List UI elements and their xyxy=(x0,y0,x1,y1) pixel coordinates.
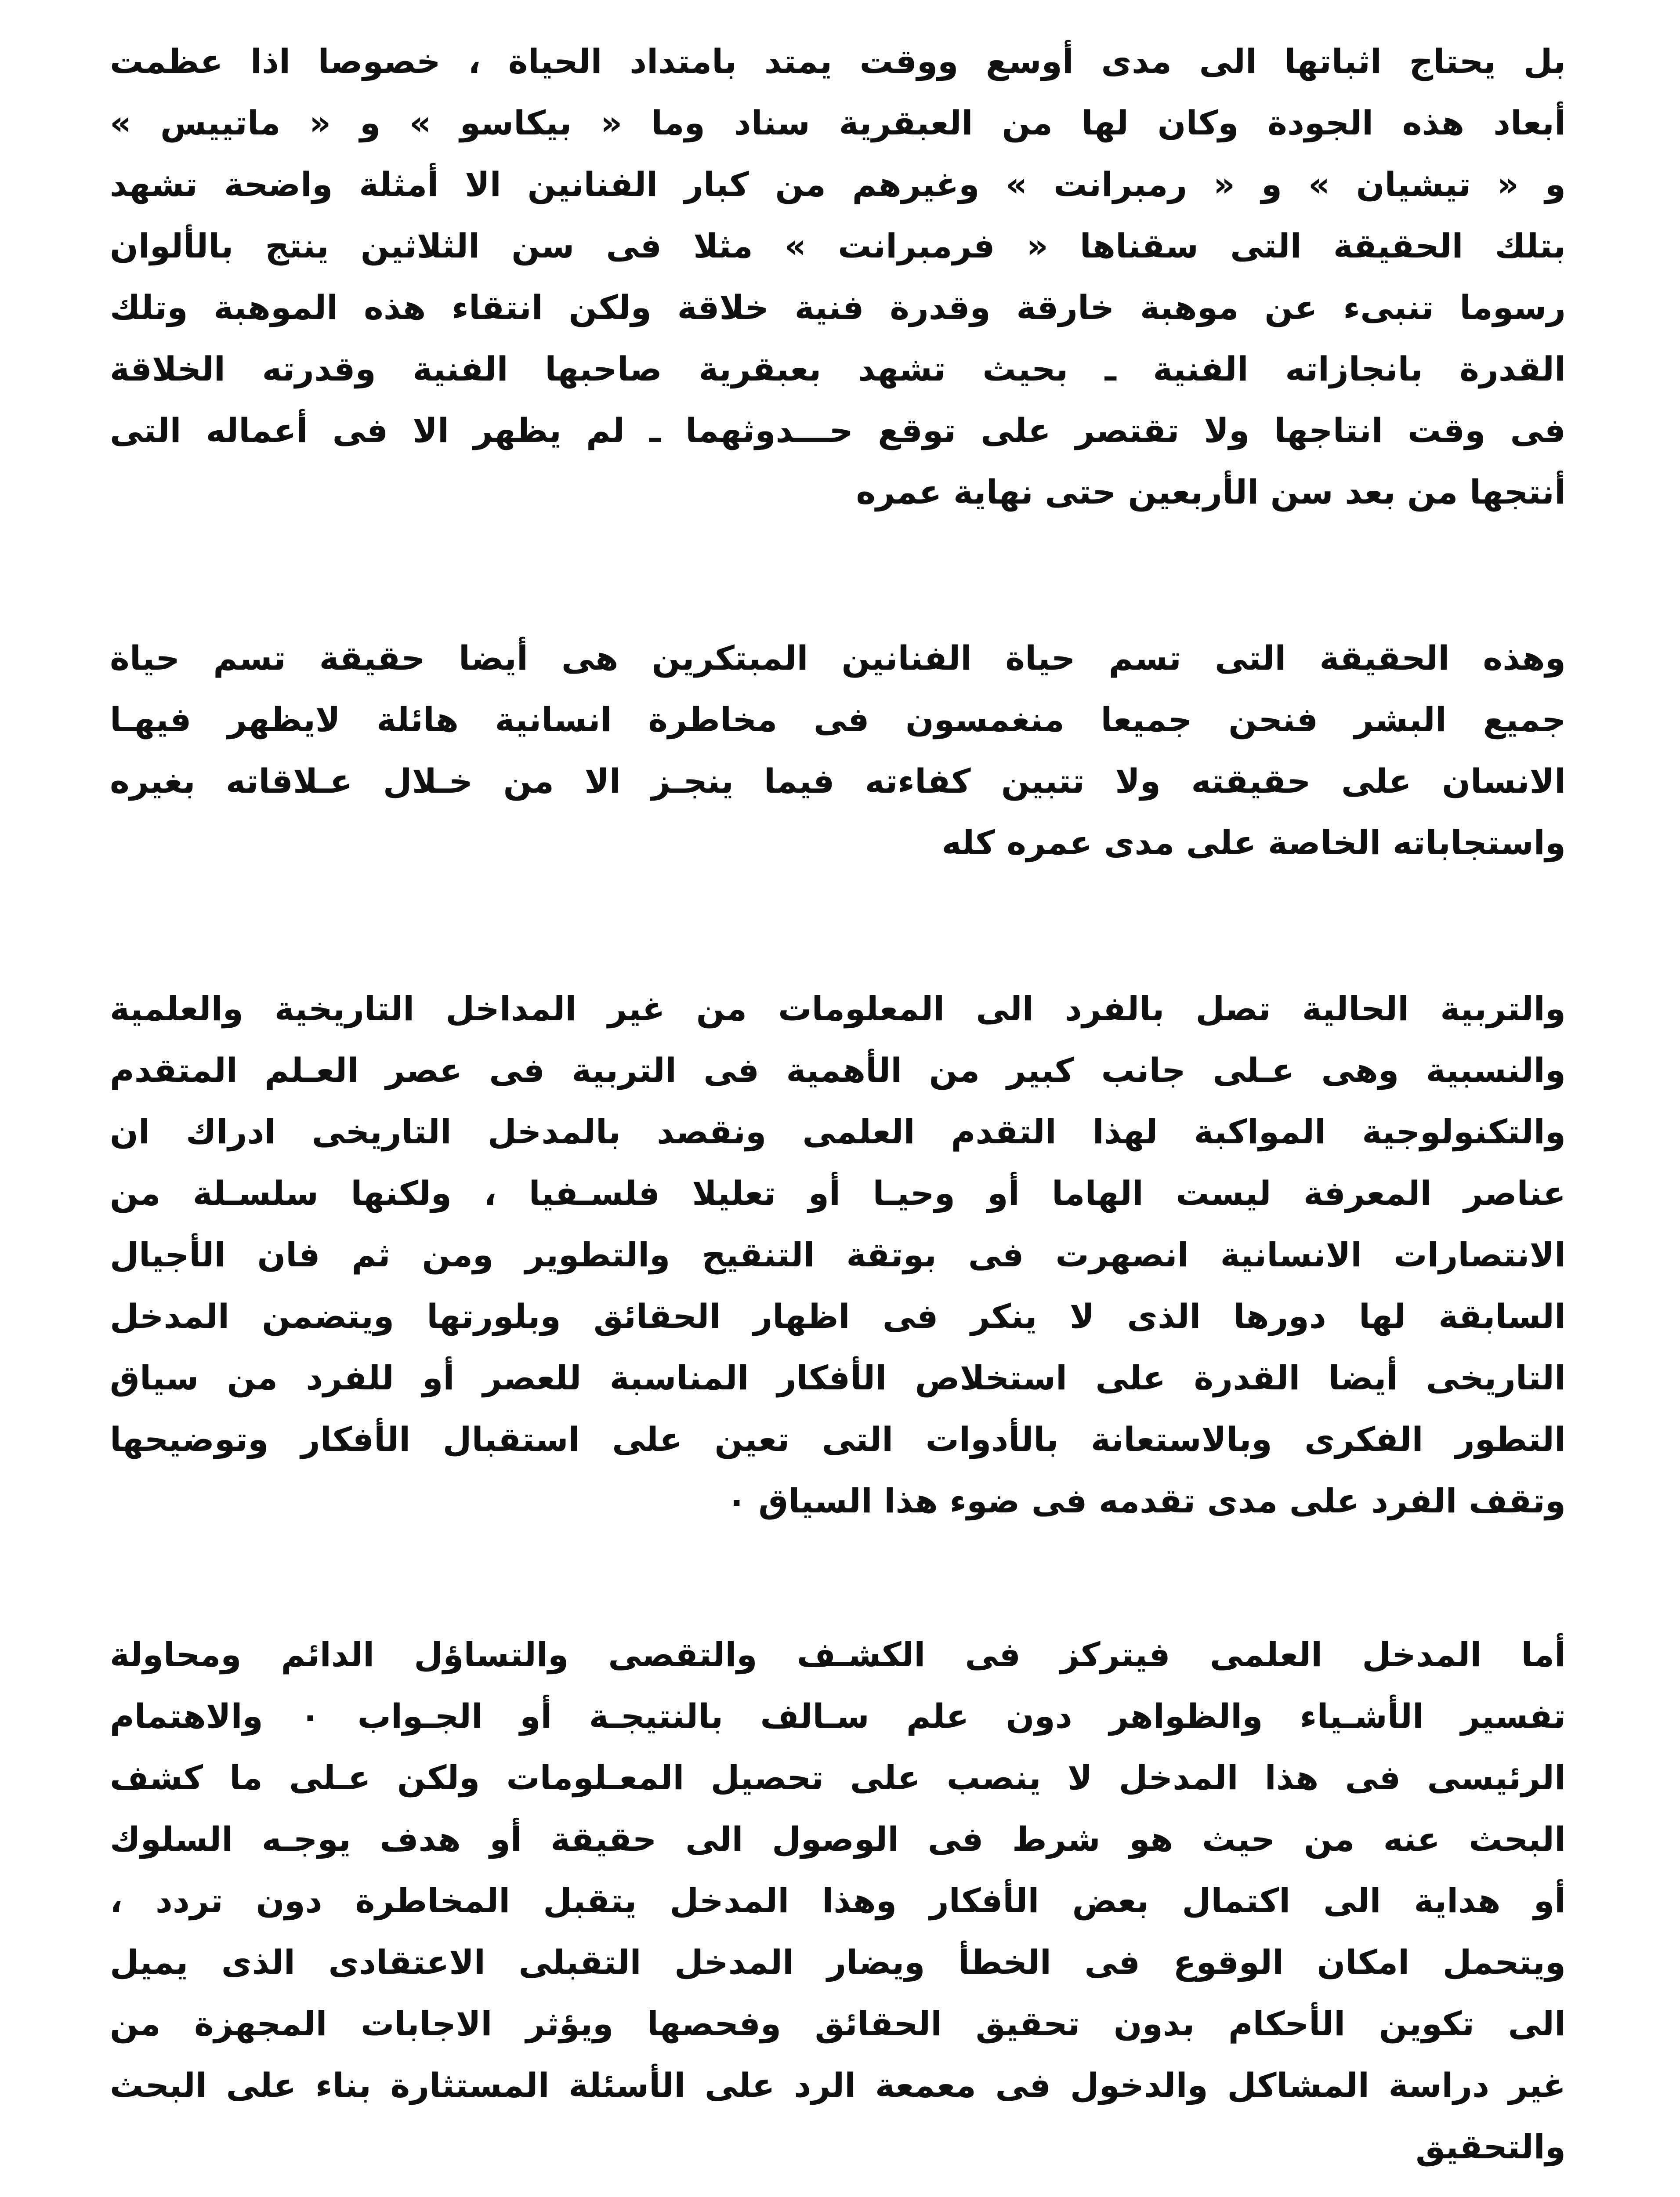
paragraph-4 xyxy=(110,1624,1566,2178)
text-line: والتحقيق xyxy=(1416,2127,1566,2166)
text-line: وهذه الحقيقة التى تسم حياة الفنانين المبتكرين هى أيضا حقيقة تسم حياة xyxy=(110,638,1566,678)
paragraph-1 xyxy=(110,31,1566,523)
text-line: أما المدخل العلمى فيتركز فى الكشـف والتقصى والتساؤل الدائم ومحاولة xyxy=(110,1635,1566,1674)
text-line: الى تكوين الأحكام بدون تحقيق الحقائق وفحصها ويؤثر الاجابات المجهزة من xyxy=(110,2004,1566,2043)
text-line: بل يحتاج اثباتها الى مدى أوسع ووقت يمتد بامتداد الحياة ، خصوصا اذا عظمت xyxy=(110,42,1566,81)
paragraph-spacer xyxy=(110,1532,1566,1624)
text-line: التطور الفكرى وبالاستعانة بالأدوات التى تعين على استقبال الأفكار وتوضيحها xyxy=(110,1420,1566,1459)
text-line: فى وقت انتاجها ولا تقتصر على توقع حـــدوثهما ـ لم يظهر الا فى أعماله التى xyxy=(110,411,1566,450)
paragraph-spacer xyxy=(110,2178,1566,2197)
text-line: البحث عنه من حيث هو شرط فى الوصول الى حقيقة أو هدف يوجـه السلوك xyxy=(110,1820,1566,1859)
text-line: واستجاباته الخاصة على مدى عمره كله xyxy=(941,823,1566,862)
text-line: والنسبية وهى عـلى جانب كبير من الأهمية فى التربية فى عصر العـلم المتقدم xyxy=(110,1051,1566,1090)
text-line: أبعاد هذه الجودة وكان لها من العبقرية سناد وما « بيكاسو » و « ماتييس » xyxy=(110,103,1566,142)
text-line: والتربية الحالية تصل بالفرد الى المعلومات من غير المداخل التاريخية والعلمية xyxy=(110,989,1566,1028)
text-line: القدرة بانجازاته الفنية ـ بحيث تشهد بعبقرية صاحبها الفنية وقدرته الخلاقة xyxy=(110,349,1566,388)
text-line: والتكنولوجية المواكبة لهذا التقدم العلمى ونقصد بالمدخل التاريخى ادراك ان xyxy=(110,1112,1566,1151)
paragraph-2 xyxy=(110,627,1566,874)
text-line: وتقف الفرد على مدى تقدمه فى ضوء هذا السياق ٠ xyxy=(726,1481,1566,1520)
text-line: الانتصارات الانسانية انصهرت فى بوتقة التنقيح والتطوير ومن ثم فان الأجيال xyxy=(110,1235,1566,1274)
paragraph-3 xyxy=(110,978,1566,1532)
text-line: السابقة لها دورها الذى لا ينكر فى اظهار الحقائق وبلورتها ويتضمن المدخل xyxy=(110,1297,1566,1336)
text-line: غير دراسة المشاكل والدخول فى معمعة الرد على الأسئلة المستثارة بناء على البحث xyxy=(110,2066,1566,2105)
text-line: جميع البشر فنحن جميعا منغمسون فى مخاطرة انسانية هائلة لايظهر فيهـا xyxy=(110,700,1566,739)
text-line: أنتجها من بعد سن الأربعين حتى نهاية عمره xyxy=(856,472,1566,511)
text-line: رسوما تنبىء عن موهبة خارقة وقدرة فنية خلاقة ولكن انتقاء هذه الموهبة وتلك xyxy=(110,288,1566,327)
text-line: الرئيسى فى هذا المدخل لا ينصب على تحصيل المعـلومات ولكن عـلى ما كشف xyxy=(110,1758,1566,1797)
paragraph-spacer xyxy=(110,874,1566,978)
text-line: أو هداية الى اكتمال بعض الأفكار وهذا المدخل يتقبل المخاطرة دون تردد ، xyxy=(110,1881,1566,1920)
text-line: تفسير الأشـياء والظواهر دون علم سـالف بالنتيجـة أو الجـواب ٠ والاهتمام xyxy=(110,1697,1566,1736)
text-line: التاريخى أيضا القدرة على استخلاص الأفكار المناسبة للعصر أو للفرد من سياق xyxy=(110,1358,1566,1397)
text-line: بتلك الحقيقة التى سقناها « فرمبرانت » مثلا فى سن الثلاثين ينتج بالألوان xyxy=(110,226,1566,265)
text-line: الانسان على حقيقته ولا تتبين كفاءته فيما ينجـز الا من خـلال عـلاقاته بغيره xyxy=(110,761,1566,801)
text-line: و « تيشيان » و « رمبرانت » وغيرهم من كبار الفنانين الا أمثلة واضحة تشهد xyxy=(110,165,1566,204)
text-line: عناصر المعرفة ليست الهاما أو وحيـا أو تعليلا فلسـفيا ، ولكنها سلسـلة من xyxy=(110,1174,1566,1213)
text-line: ويتحمل امكان الوقوع فى الخطأ ويضار المدخل التقبلى الاعتقادى الذى يميل xyxy=(110,1943,1566,1982)
paragraph-spacer xyxy=(110,523,1566,627)
